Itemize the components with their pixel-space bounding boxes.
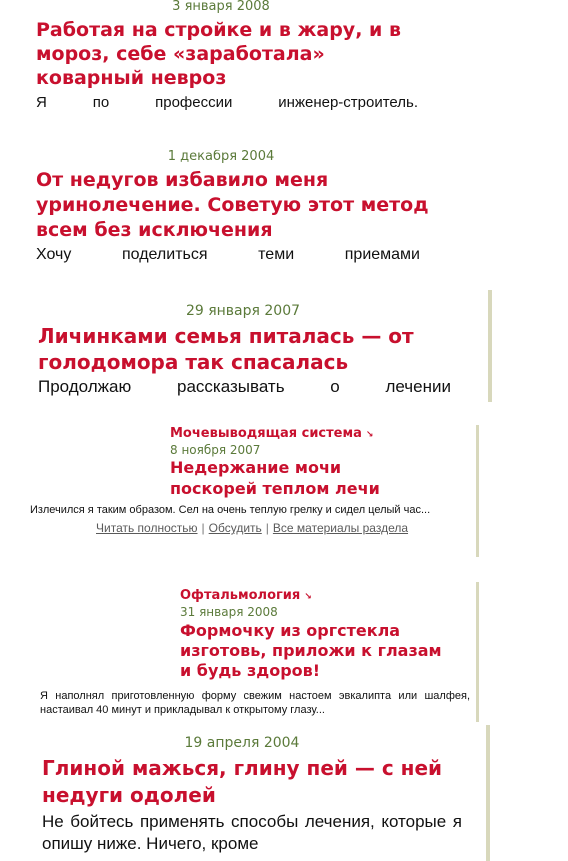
read-more-link[interactable]: Читать полностью [96, 521, 198, 535]
article-card [30, 426, 478, 558]
link-separator: | [265, 521, 269, 535]
article-date: 19 апреля 2004 [184, 735, 300, 751]
arrow-down-right-icon: ↘ [304, 592, 312, 602]
article-title[interactable]: Работая на стройке и в жару, и в мороз, себе «заработала» коварный невроз [36, 19, 401, 89]
accent-bar [488, 290, 492, 402]
article-excerpt: Хочу поделиться теми приемами [36, 246, 420, 263]
rubric-link[interactable] [180, 588, 478, 605]
rubric-label: Мочевыводящая система [170, 426, 362, 441]
article-title[interactable]: От недугов избавило меня уринолечение. Советую этот метод всем без исключения [36, 169, 429, 241]
accent-bar [476, 582, 479, 722]
article-excerpt: Не бойтесь применять способы лечения, которые я опишу ниже. Ничего, кроме [42, 812, 462, 853]
article-card [42, 735, 467, 861]
article-card [38, 303, 463, 403]
article-date: 3 января 2008 [172, 0, 270, 14]
article-excerpt: Я наполнял приготовленную форму свежим настоем эвкалипта или шалфея, настаивал 40 минут и прикладывал к открытому глазу... [40, 690, 470, 716]
article-excerpt: Я по профессии инженер-строитель. [36, 94, 418, 111]
discuss-link[interactable]: Обсудить [208, 521, 262, 535]
article-date: 8 ноября 2007 [170, 443, 261, 457]
article-title[interactable]: Глиной мажься, глину пей — с ней недуги одолей [42, 756, 443, 807]
article-title[interactable]: Формочку из оргстекла изготовь, приложи к глазам и будь здоров! [180, 621, 442, 680]
article-links [96, 521, 478, 535]
accent-bar [486, 725, 490, 861]
rubric-label: Офтальмология [180, 588, 301, 603]
article-excerpt: Излечился я таким образом. Сел на очень теплую грелку и сидел целый час... [30, 504, 431, 516]
article-excerpt: Продолжаю рассказывать о лечении [38, 377, 451, 396]
article-title[interactable]: Недержание мочи поскорей теплом лечи [170, 458, 380, 498]
accent-bar [476, 425, 479, 557]
article-card [36, 0, 436, 115]
arrow-down-right-icon: ↘ [365, 430, 374, 440]
article-date: 1 декабря 2004 [167, 150, 275, 164]
article-title[interactable]: Личинками семья питалась — от голодомора так спасалась [38, 324, 414, 374]
article-date: 31 января 2008 [180, 605, 278, 619]
article-card [36, 150, 436, 270]
section-materials-link[interactable]: Все материалы раздела [272, 521, 409, 535]
rubric-link[interactable] [170, 426, 478, 443]
link-separator: | [201, 521, 205, 535]
article-date: 29 января 2007 [185, 303, 301, 319]
article-card [40, 588, 478, 726]
